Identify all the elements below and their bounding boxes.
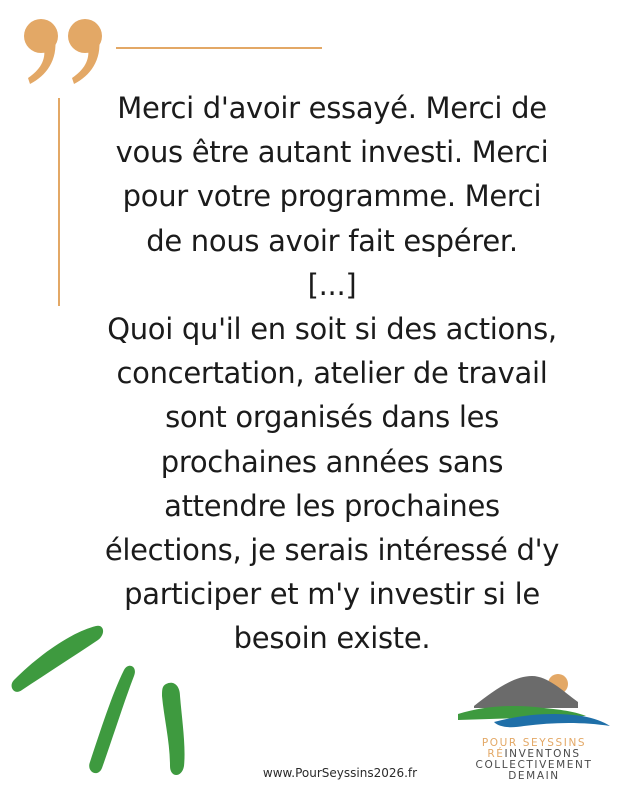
quote-line: [...] [307,267,357,302]
logo-line-1: POUR SEYSSINS [481,737,587,749]
quote-line: Merci d'avoir essayé. Merci de [117,91,547,125]
logo-line-3: COLLECTIVEMENT [475,759,593,771]
quote-line: pour votre programme. Merci [122,179,542,214]
side-divider [58,98,60,306]
quote-line: concertation, atelier de travail [116,356,548,391]
quote-line: participer et m'y investir si le [124,577,540,612]
quote-text [68,86,596,661]
quote-line: Quoi qu'il en soit si des actions, [107,312,557,347]
leaf-stroke [162,683,185,775]
quote-line: attendre les prochaines [164,488,500,523]
top-divider [116,47,322,49]
campaign-logo [454,668,614,788]
website-link[interactable]: www.PourSeyssins2026.fr [262,766,418,780]
quote-line: de nous avoir fait espérer. [146,223,518,258]
quote-line: élections, je serais intéressé d'y [104,533,560,568]
mountain-river-icon [454,668,614,738]
logo-line-4: DEMAIN [508,770,560,782]
logo-line-2-rest: INVENTONS [504,748,581,760]
quote-line: vous être autant investi. Merci [115,135,549,170]
leaf-stroke [89,666,135,773]
quote-line: sont organisés dans les [165,400,499,435]
logo-wordmark [454,738,614,782]
leaf-stroke [12,626,104,692]
quote-icon [22,16,108,86]
quote-line: prochaines années sans [160,444,504,479]
quote-line: besoin existe. [233,621,431,656]
logo-accent: RÉ [487,748,505,760]
leaf-strokes-icon [0,610,220,800]
